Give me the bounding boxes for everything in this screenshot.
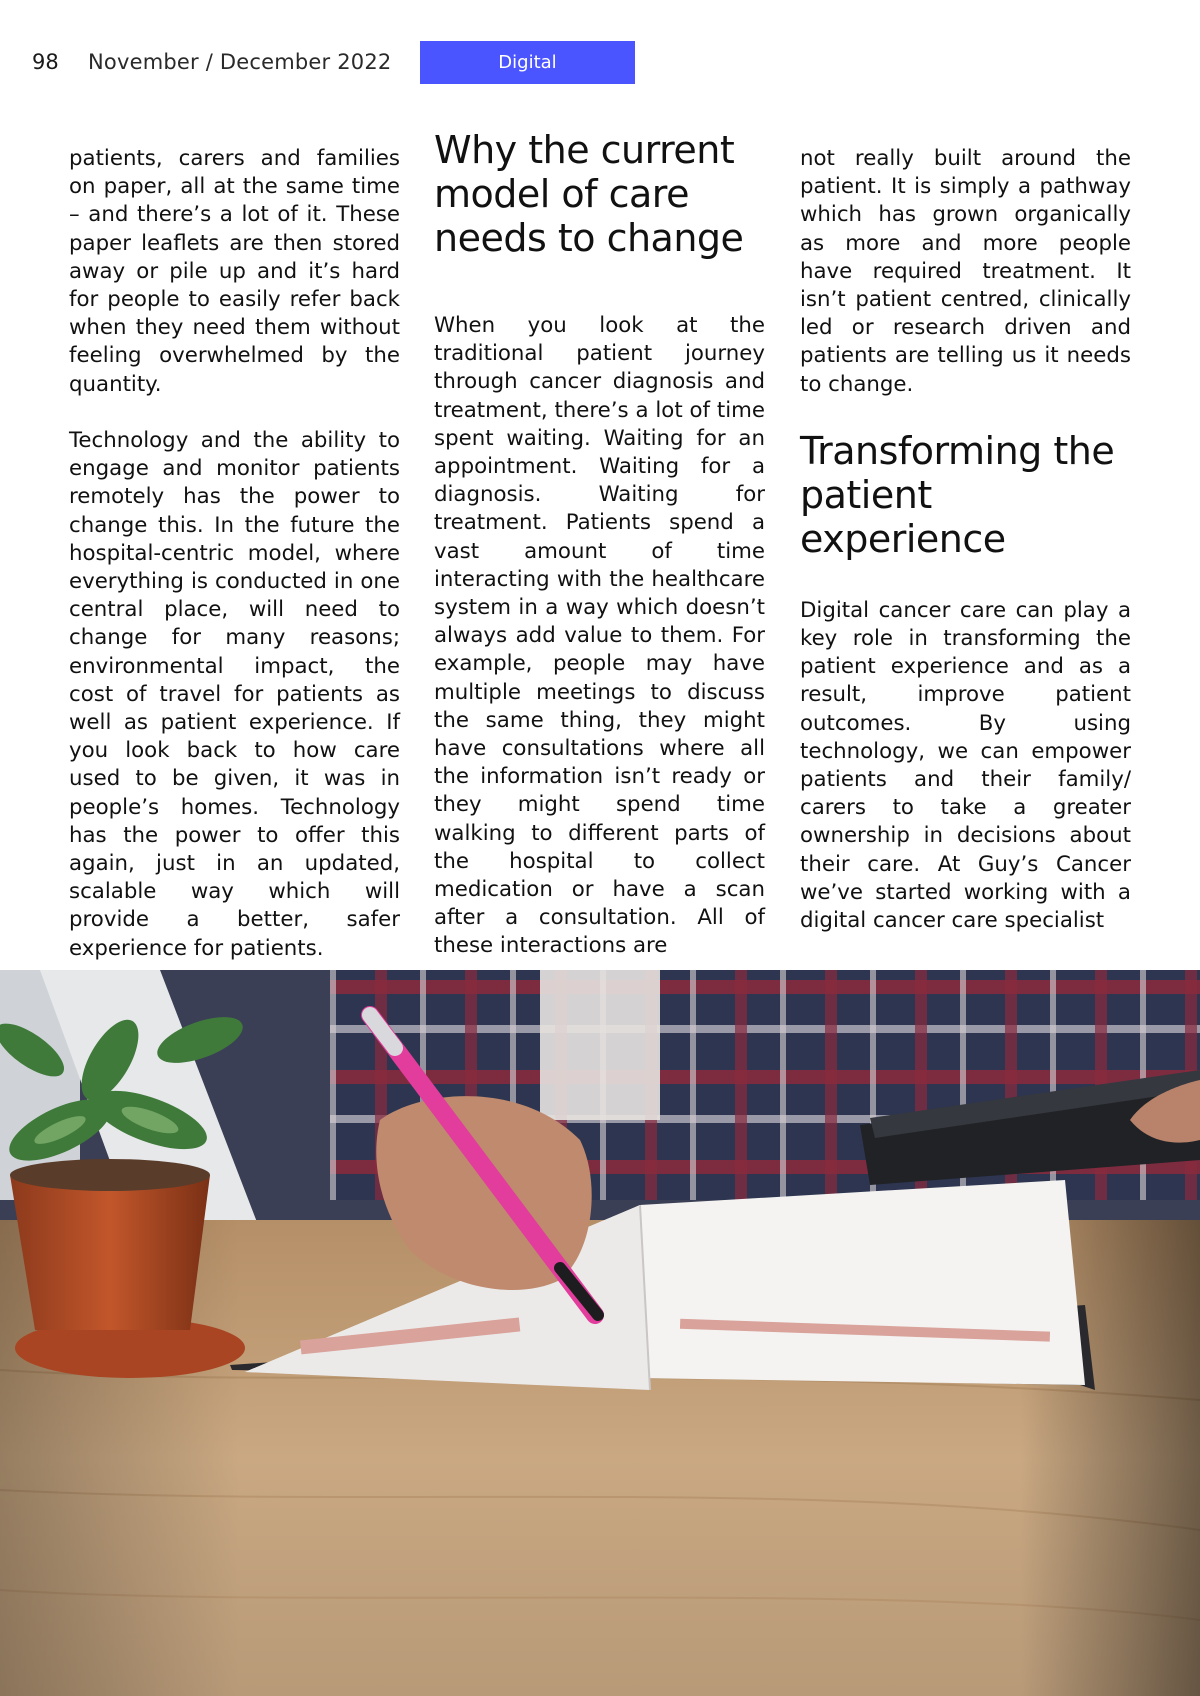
- article-column-3: [800, 145, 1131, 935]
- body-paragraph: patients, carers and families on paper, all at the same time – and there’s a lot of it. These paper leaflets are then stored away or pile up and it’s hard for people to easily refer back when they need them without feeling overwhelmed by the quantity.: [69, 146, 400, 397]
- body-paragraph: When you look at the traditional patient journey through cancer diagnosis and treatment, there’s a lot of time spent waiting. Waiting for an appointment. Waiting for a diagnosis. Waiting for treatment. Patients spend a vast amount of time interacting with the healthcare system in a way which doesn’t always add value to them. For example, people may have multiple meetings to discuss the same thing, they might have consultations where all the information isn’t ready or they might spend time walking to different parts of the hospital to collect medication or have a scan after a consultation. All of these interactions are: [434, 313, 765, 959]
- section-tag: Digital: [420, 41, 635, 84]
- body-paragraph: not really built around the patient. It is simply a pathway which has grown organically as more and more people have required treatment. It isn’t patient centred, clinically led or research driven and patients are telling us it needs to change.: [800, 146, 1131, 397]
- article-column-1: [69, 145, 400, 963]
- page-number: 98: [32, 50, 59, 74]
- article-photo: [0, 970, 1200, 1696]
- body-paragraph: Digital cancer care can play a key role in transforming the patient experience and as a result, improve patient outcomes. By using technology, we can empower patients and their family/ carers to take a greater ownership in decisions about their care. At Guy’s Cancer we’ve started working with a digital cancer care specialist: [800, 597, 1131, 934]
- body-paragraph: Technology and the ability to engage and monitor patients remotely has the power to change this. In the future the hospital-centric model, where everything is conducted in one central place, will need to change for many reasons; environmental impact, the cost of travel for patients as well as patient experience. If you look back to how care used to be given, it was in people’s homes. Technology has the power to offer this again, just in an updated, scalable way which will provide a better, safer experience for patients.: [69, 428, 400, 961]
- section-heading: Transforming the patient experience: [800, 428, 1115, 561]
- section-heading: Why the current model of care needs to change: [434, 128, 744, 260]
- article-column-2: [434, 128, 765, 961]
- issue-date: November / December 2022: [88, 50, 392, 74]
